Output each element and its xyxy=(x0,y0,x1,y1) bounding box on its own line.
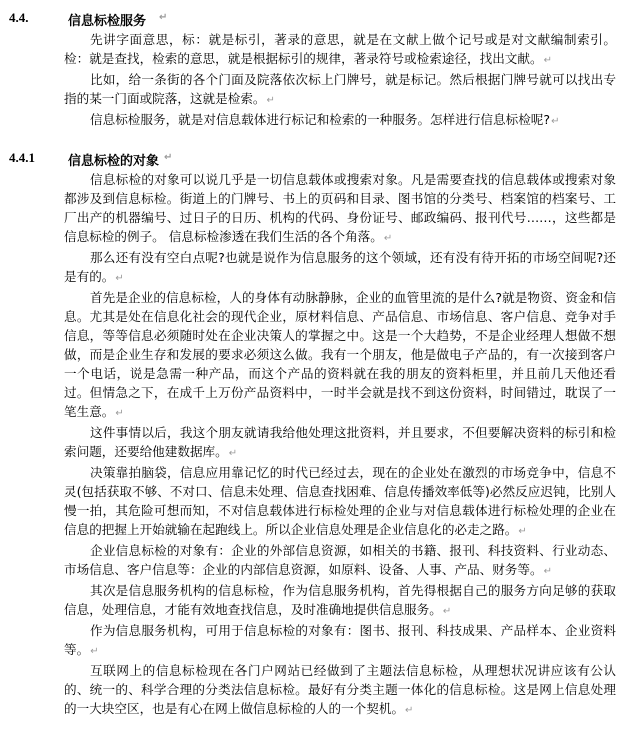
paragraph xyxy=(64,541,616,581)
paragraph-text: 信息标检服务，就是对信息载体进行标记和检索的一种服务。怎样进行信息标检呢? xyxy=(90,112,551,127)
paragraph xyxy=(64,70,616,110)
paragraph-mark-icon: ↵ xyxy=(518,526,527,537)
paragraph-mark-icon: ↵ xyxy=(266,95,275,106)
paragraph-mark-icon: ↵ xyxy=(383,233,393,244)
paragraph-mark-icon: ↵ xyxy=(90,646,99,657)
paragraph-mark-icon: ↵ xyxy=(115,408,124,419)
paragraph-text: 这件事情以后，我这个朋友就请我给他处理这批资料，并且要求，不但要解决资料的标引和检索问题，还要给他建数据库。 xyxy=(64,425,616,459)
paragraph-mark-icon: ↵ xyxy=(551,116,560,127)
paragraph-text: 那么还有没有空白点呢?也就是说作为信息服务的这个领域，还有没有待开拓的市场空间呢?还是有的。 xyxy=(64,250,616,284)
paragraph-text: 先讲字面意思，标：就是标引，著录的意思，就是在文献上做个记号或是对文献编制索引。检：就是查找，检索的意思，就是根据标引的规律，著录符号或检索途径，找出文献。 xyxy=(64,32,616,66)
paragraph-text: 比如，给一条街的各个门面及院落依次标上门牌号，就是标记。然后根据门牌号就可以找出专指的某一门面或院落，这就是检索。 xyxy=(64,72,616,106)
section-number: 4.4.1 xyxy=(9,150,35,165)
paragraph-text: 其次是信息服务机构的信息标检，作为信息服务机构，首先得根据自己的服务方向足够的获取信息，处理信息，才能有效地查找信息，及时准确地提供信息服务。 xyxy=(64,583,616,617)
section-body-4-4 xyxy=(64,30,616,131)
section-body-4-4-1 xyxy=(64,170,616,720)
paragraph-mark-icon: ↵ xyxy=(164,152,173,163)
paragraph xyxy=(64,581,616,621)
paragraph-text: 决策靠拍脑袋，信息应用靠记忆的时代已经过去，现在的企业处在激烈的市场竞争中，信息不灵(包括获取不够、不对口、信息未处理、信息查找困难、信息传播效率低等)必然反应迟钝，比别人慢一拍，其危险可想而知，不对信息载体进行标检处理的企业与对信息载体进行标检处理的企业在信息的把握上开始就输在起跑线上。所以企业信息处理是企业信息化的必走之路。 xyxy=(64,465,616,537)
paragraph-mark-icon: ↵ xyxy=(405,705,414,716)
paragraph xyxy=(64,661,616,720)
paragraph-text: 作为信息服务机构，可用于信息标检的对象有：图书、报刊、科技成果、产品样本、企业资料等。 xyxy=(64,623,616,657)
paragraph xyxy=(64,248,616,288)
paragraph-text: 互联网上的信息标检现在各门户网站已经做到了主题法信息标检，从理想状况讲应该有公认的、统一的、科学合理的分类法信息标检。最好有分类主题一体化的信息标检。这是网上信息处理的一大块空区，也是有心在网上做信息标检的人的一个契机。 xyxy=(64,663,616,716)
paragraph-text: 企业信息标检的对象有：企业的外部信息资源，如相关的书籍、报刊、科技资料、行业动态、市场信息、客户信息等：企业的内部信息资源，如原料、设备、人事、产品、财务等。 xyxy=(64,543,616,577)
paragraph-text: 信息标检的对象可以说几乎是一切信息载体或搜索对象。凡是需要查找的信息载体或搜索对象都涉及到信息标检。街道上的门牌号、书上的页码和目录、图书馆的分类号、档案馆的档案号、工厂出产的机器编号、过日子的日历、机构的代码、身份证号、邮政编码、报刊代号……，这些都是信息标检的例子。 信息标检渗透在我们生活的各个角落。 xyxy=(64,172,616,244)
paragraph xyxy=(64,463,616,541)
paragraph xyxy=(64,170,616,248)
section-number: 4.4. xyxy=(9,10,29,25)
paragraph xyxy=(64,621,616,661)
paragraph-mark-icon: ↵ xyxy=(115,273,124,284)
paragraph xyxy=(64,288,616,423)
paragraph-mark-icon: ↵ xyxy=(442,606,452,617)
paragraph xyxy=(64,423,616,463)
section-title: 信息标检的对象 xyxy=(68,154,160,169)
paragraph xyxy=(64,110,616,131)
paragraph-mark-icon: ↵ xyxy=(159,12,168,23)
paragraph-mark-icon: ↵ xyxy=(543,55,552,66)
paragraph-text: 首先是企业的信息标检，人的身体有动脉静脉，企业的血管里流的是什么?就是物资、资金和信息。尤其是处在信息化社会的现代企业，原材料信息、产品信息、市场信息、客户信息、竞争对手信息，等等信息必须随时处在企业决策人的掌握之中。这是一个大趋势，不是企业经理人想做不想做，而是企业生存和发展的要求必须这么做。我有一个朋友，他是做电子产品的，有一次接到客户一个电话，说是急需一种产品，而这个产品的资料就在我的朋友的资料柜里，并且前几天他还看过。但情急之下，在成千上万份产品资料中，一时半会就是找不到这份资料，时间错过，耽误了一笔生意。 xyxy=(64,290,616,419)
section-title: 信息标检服务 xyxy=(68,14,147,29)
paragraph-mark-icon: ↵ xyxy=(543,566,552,577)
paragraph xyxy=(64,30,616,70)
paragraph-mark-icon: ↵ xyxy=(228,448,238,459)
